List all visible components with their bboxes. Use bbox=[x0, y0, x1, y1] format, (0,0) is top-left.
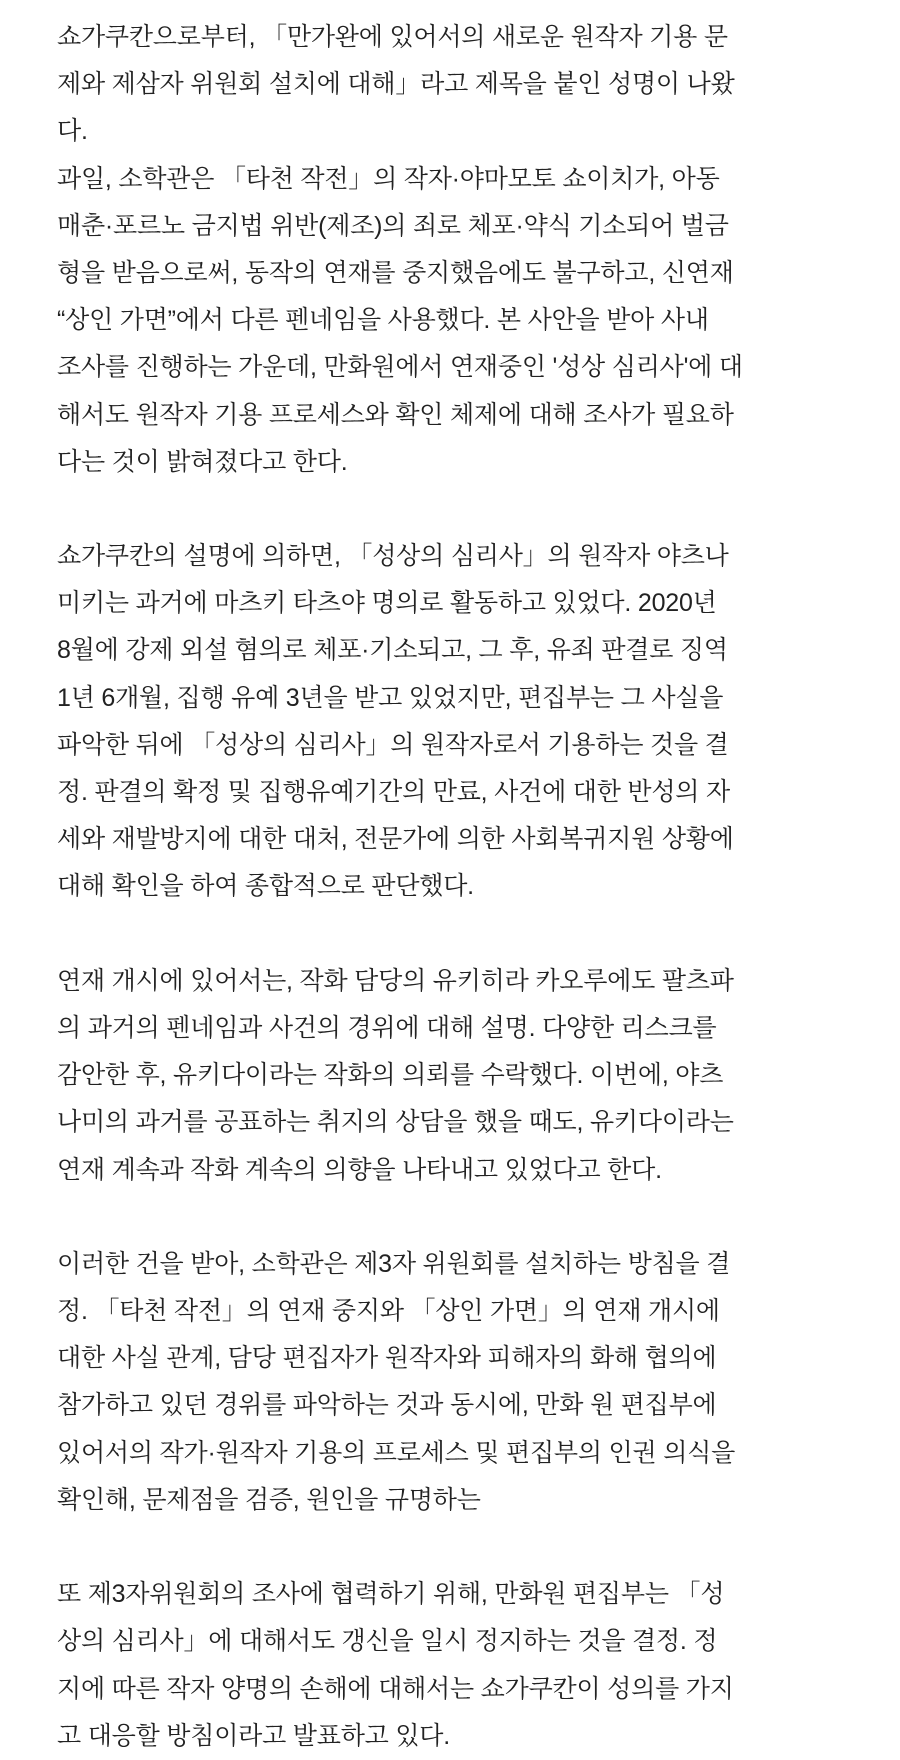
text-line: 과일, 소학관은 「타천 작전」의 작자·야마모토 쇼이치가, 아동 bbox=[57, 164, 720, 193]
text-line: 상의 심리사」에 대해서도 갱신을 일시 정지하는 것을 결정. 정 bbox=[57, 1627, 718, 1656]
text-line: 쇼가쿠칸의 설명에 의하면, 「성상의 심리사」의 원작자 야츠나 bbox=[57, 542, 729, 571]
text-line: 미키는 과거에 마츠키 타츠야 명의로 활동하고 있었다. 2020년 bbox=[57, 589, 717, 618]
text-line: 정. 판결의 확정 및 집행유예기간의 만료, 사건에 대한 반성의 자 bbox=[57, 778, 730, 806]
text-line: 나미의 과거를 공표하는 취지의 상담을 했을 때도, 유키다이라는 bbox=[57, 1108, 734, 1137]
text-line: “상인 가면”에서 다른 펜네임을 사용했다. 본 사안을 받아 사내 bbox=[57, 306, 709, 335]
paragraph bbox=[57, 958, 900, 1194]
text-line: 해서도 원작자 기용 프로세스와 확인 체제에 대해 조사가 필요하 bbox=[57, 400, 734, 429]
text-line: 연재 계속과 작화 계속의 의향을 나타내고 있었다고 한다. bbox=[57, 1155, 662, 1184]
text-line: 감안한 후, 유키다이라는 작화의 의뢰를 수락했다. 이번에, 야츠 bbox=[57, 1061, 724, 1090]
text-line: 고 대응할 방침이라고 발표하고 있다. bbox=[57, 1721, 450, 1750]
text-line: 대한 사실 관계, 담당 편집자가 원작자와 피해자의 화해 협의에 bbox=[57, 1344, 717, 1373]
text-line: 연재 개시에 있어서는, 작화 담당의 유키히라 카오루에도 팔츠파 bbox=[57, 966, 734, 995]
paragraph bbox=[57, 533, 900, 911]
text-line: 대해 확인을 하여 종합적으로 판단했다. bbox=[57, 872, 474, 901]
text-line: 다는 것이 밝혀졌다고 한다. bbox=[57, 447, 348, 476]
paragraph-spacer bbox=[57, 1194, 900, 1241]
text-line: 파악한 뒤에 「성상의 심리사」의 원작자로서 기용하는 것을 결 bbox=[57, 730, 729, 759]
text-line: 조사를 진행하는 가운데, 만화원에서 연재중인 '성상 심리사'에 대 bbox=[57, 353, 743, 382]
paragraph bbox=[57, 14, 900, 486]
paragraph-spacer bbox=[57, 1524, 900, 1571]
text-line: 매춘·포르노 금지법 위반(제조)의 죄로 체포·약식 기소되어 벌금 bbox=[57, 211, 729, 240]
text-line: 제와 제삼자 위원회 설치에 대해」라고 제목을 붙인 성명이 나왔 bbox=[57, 70, 735, 99]
paragraph-spacer bbox=[57, 911, 900, 958]
text-line: 확인해, 문제점을 검증, 원인을 규명하는 bbox=[57, 1485, 481, 1514]
text-line: 참가하고 있던 경위를 파악하는 것과 동시에, 만화 원 편집부에 bbox=[57, 1391, 717, 1420]
text-line: 8월에 강제 외설 혐의로 체포·기소되고, 그 후, 유죄 판결로 징역 bbox=[57, 636, 728, 665]
text-line: 정. 「타천 작전」의 연재 중지와 「상인 가면」의 연재 개시에 bbox=[57, 1297, 720, 1326]
text-line: 있어서의 작가·원작자 기용의 프로세스 및 편집부의 인권 의식을 bbox=[57, 1438, 736, 1467]
text-line: 또 제3자위원회의 조사에 협력하기 위해, 만화원 편집부는 「성 bbox=[57, 1580, 725, 1609]
text-line: 세와 재발방지에 대한 대처, 전문가에 의한 사회복귀지원 상황에 bbox=[57, 825, 734, 854]
text-line: 쇼가쿠칸으로부터, 「만가완에 있어서의 새로운 원작자 기용 문 bbox=[57, 23, 728, 51]
text-line: 1년 6개월, 집행 유예 3년을 받고 있었지만, 편집부는 그 사실을 bbox=[57, 683, 724, 712]
text-line: 지에 따른 작자 양명의 손해에 대해서는 쇼가쿠칸이 성의를 가지 bbox=[57, 1674, 734, 1703]
text-line: 의 과거의 펜네임과 사건의 경위에 대해 설명. 다양한 리스크를 bbox=[57, 1013, 717, 1042]
paragraph bbox=[57, 1571, 900, 1760]
text-line: 형을 받음으로써, 동작의 연재를 중지했음에도 불구하고, 신연재 bbox=[57, 258, 734, 287]
text-line: 이러한 건을 받아, 소학관은 제3자 위원회를 설치하는 방침을 결 bbox=[57, 1249, 731, 1278]
paragraph-spacer bbox=[57, 486, 900, 533]
text-line: 다. bbox=[57, 117, 88, 146]
paragraph bbox=[57, 1241, 900, 1524]
